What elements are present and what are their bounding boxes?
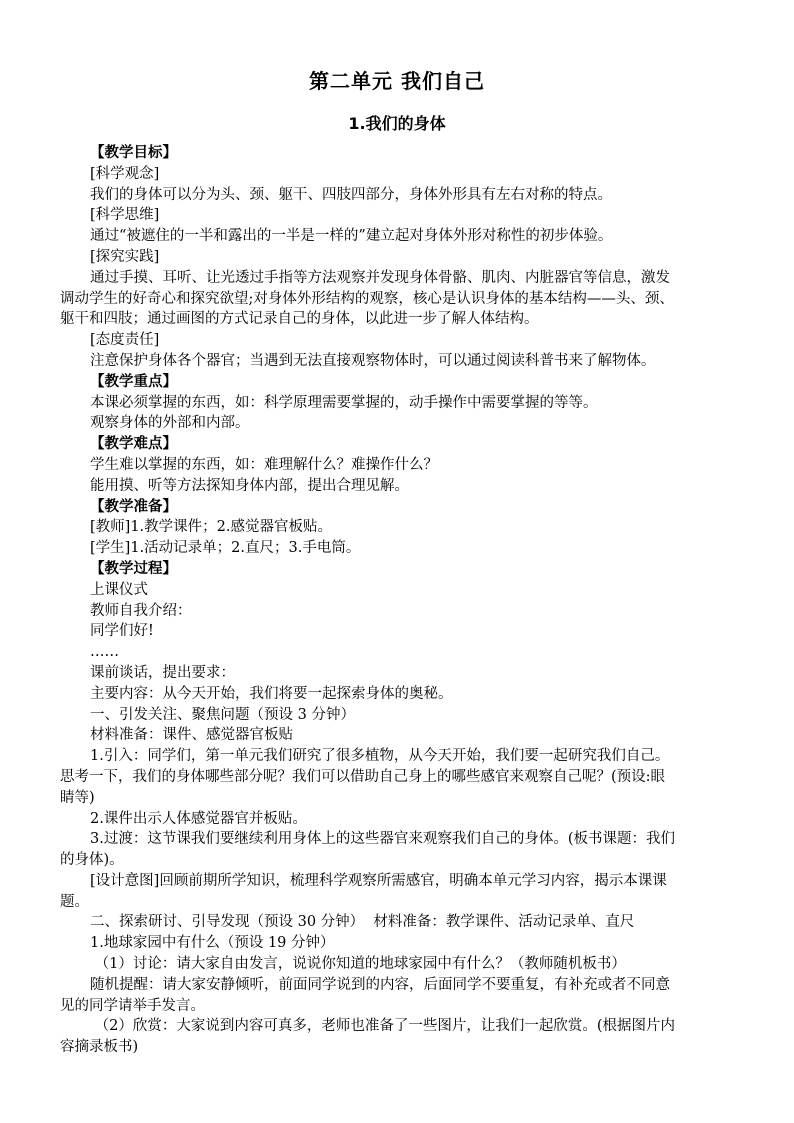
text-line: 的身体)。 [60,852,124,869]
text-line: 容摘录板书) [60,1039,139,1056]
section-heading: 【教学目标】 [90,145,177,161]
text-line: [学生]1.活动记录单；2.直尺；3.手电筒。 [90,540,361,557]
text-line: 上课仪式 [90,581,148,598]
text-line: 通过手摸、耳听、让光透过手指等方法观察并发现身体骨骼、肌肉、内脏器官等信息，激发 [90,269,670,286]
text-line: 睛等) [60,789,95,806]
text-line: 同学们好! [90,623,154,640]
text-line: 我们的身体可以分为头、颈、躯干、四肢四部分，身体外形具有左右对称的特点。 [90,186,612,203]
text-line: 随机提醒：请大家安静倾听，前面同学说到的内容，后面同学不要重复，有补充或者不同意 [90,976,670,993]
text-line: [科学观念] [90,165,160,182]
section-heading: 【教学过程】 [90,560,177,577]
text-line: 调动学生的好奇心和探究欲望;对身体外形结构的观察，核心是认识身体的基本结构——头、颈、 [60,290,674,307]
text-line: 观察身体的外部和内部。 [90,415,250,432]
text-line: 课前谈话，提出要求： [90,664,235,681]
text-line: （2）欣赏：大家说到内容可真多，老师也准备了一些图片，让我们一起欣赏。(根据图片内 [90,1018,675,1035]
text-line: …… [90,644,119,661]
text-line: [探究实践] [90,248,160,265]
section-heading: 【教学准备】 [90,498,177,515]
text-line: 材料准备：课件、感觉器官板贴 [90,727,293,744]
text-line: 注意保护身体各个器官；当遇到无法直接观察物体时，可以通过阅读科普书来了解物体。 [90,352,656,369]
text-line: 思考一下，我们的身体哪些部分呢？我们可以借助自己身上的哪些感官来观察自己呢？(预设:眼 [60,768,666,785]
unit-title: 第二单元 我们自己 [309,69,485,93]
text-line: 通过“被遮住的一半和露出的一半是一样的”建立起对身体外形对称性的初步体验。 [90,228,613,245]
lesson-title: 1.我们的身体 [348,114,446,133]
text-line: 躯干和四肢；通过画图的方式记录自己的身体，以此进一步了解人体结构。 [60,311,539,328]
text-line: 3.过渡：这节课我们要继续利用身体上的这些器官来观察我们自己的身体。(板书课题：我们 [90,831,675,848]
text-line: 能用摸、听等方法探知身体内部，提出合理见解。 [90,477,409,494]
text-line: 见的同学请举手发言。 [60,997,205,1014]
text-line: 学生难以掌握的东西，如：难理解什么？难操作什么？ [90,456,438,473]
text-line: [设计意图]回顾前期所学知识，梳理科学观察所需感官，明确本单元学习内容，揭示本课课 [90,872,667,889]
text-line: 2.课件出示人体感觉器官并板贴。 [90,810,307,827]
text-line: 1.引入：同学们，第一单元我们研究了很多植物，从今天开始，我们要一起研究我们自己。 [90,748,670,765]
section-heading: 【教学难点】 [90,436,177,453]
text-line: [教师]1.教学课件；2.感觉器官板贴。 [90,519,332,536]
text-line: 二、探索研讨、引导发现（预设 30 分钟） 材料准备：教学课件、活动记录单、直尺 [90,914,635,931]
lesson-body [60,143,736,1058]
text-line: [科学思维] [90,207,160,224]
text-line: 一、引发关注、聚焦问题（预设 3 分钟） [90,706,355,723]
text-line: （1）讨论：请大家自由发言，说说你知道的地球家园中有什么？（教师随机板书） [90,956,626,973]
text-line: 1.地球家园中有什么（预设 19 分钟） [90,935,335,952]
text-line: [态度责任] [90,332,160,349]
section-heading: 【教学重点】 [90,373,177,390]
text-line: 主要内容：从今天开始，我们将要一起探索身体的奥秘。 [90,685,453,702]
text-line: 教师自我介绍： [90,602,192,619]
text-line: 本课必须掌握的东西，如：科学原理需要掌握的，动手操作中需要掌握的等等。 [90,394,598,411]
text-line: 题。 [60,893,89,910]
